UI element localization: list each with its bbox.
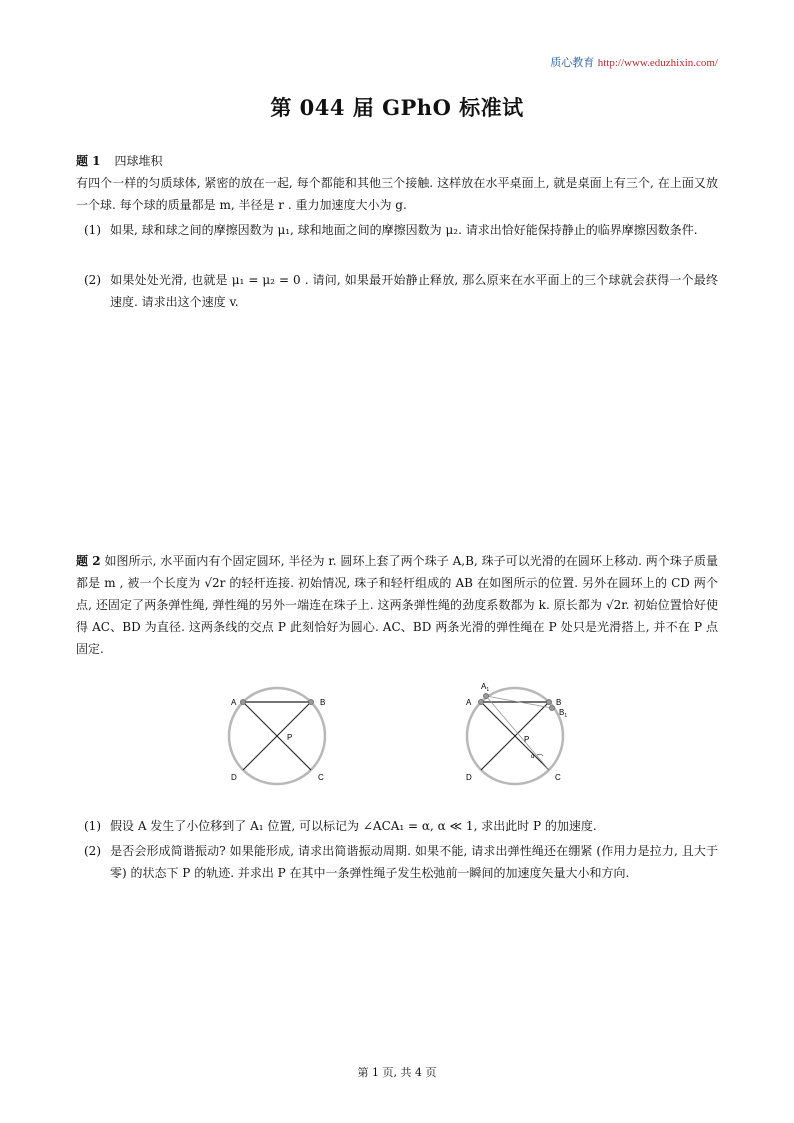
bead-b — [308, 699, 313, 704]
bead-a — [240, 699, 245, 704]
label-b: B — [556, 698, 562, 707]
label-b1: $B_1$ — [559, 708, 568, 719]
label-a: A — [231, 698, 237, 707]
label-c: C — [555, 773, 561, 782]
label-a1: $A_1$ — [481, 682, 490, 693]
problem1-heading — [76, 150, 163, 172]
label-p: P — [524, 735, 530, 744]
bead-a1 — [483, 693, 488, 698]
label-d: D — [231, 773, 237, 782]
cord-a1c — [486, 696, 549, 770]
bead-a — [478, 699, 483, 704]
problem1-part-2 — [84, 269, 718, 313]
problem2-label: 题 2 — [76, 554, 101, 568]
problem1-topic: 四球堆积 — [114, 154, 163, 168]
bead-b1 — [549, 705, 554, 710]
bead-b — [546, 699, 551, 704]
problem1-part-1 — [84, 219, 718, 241]
page-header — [550, 56, 718, 70]
label-c: C — [318, 773, 324, 782]
figure-initial-position — [222, 686, 336, 792]
problem1-statement: 有四个一样的匀质球体, 紧密的放在一起, 每个都能和其他三个接触. 这样放在水平桌面上, 就是桌面上有三个, 在上面又放一个球. 每个球的质量都是 m, 半径是 r . 重力加速度大小为 g. — [76, 176, 718, 212]
label-alpha: α — [531, 754, 535, 760]
angle-alpha-arc — [537, 754, 543, 756]
figure-displaced-position — [458, 678, 576, 792]
label-b: B — [320, 698, 326, 707]
page-title: 第 044 届 GPhO 标准试 — [270, 95, 524, 120]
label-p: P — [287, 733, 293, 742]
brand-name: 质心教育 — [550, 56, 595, 69]
part-text: 是否会形成简谐振动? 如果能形成, 请求出简谐振动周期. 如果不能, 请求出弹性绳还在绷紧 (作用力是拉力, 且大于零) 的状态下 P 的轨迹. 并求出 P 在其中一条弹性绳子发生松弛前一瞬间的加速度矢量大小和方向. — [110, 844, 718, 880]
part-number: (1) — [84, 819, 101, 833]
part-text: 如果, 球和球之间的摩擦因数为 μ₁, 球和地面之间的摩擦因数为 μ₂. 请求出恰好能保持静止的临界摩擦因数条件. — [110, 223, 698, 237]
label-a: A — [466, 698, 472, 707]
label-d: D — [466, 773, 472, 782]
part-text: 如果处处光滑, 也就是 μ₁ = μ₂ = 0 . 请问, 如果最开始静止释放, 那么原来在水平面上的三个球就会获得一个最终速度. 请求出这个速度 v. — [110, 273, 718, 309]
problem1-label: 题 1 — [76, 154, 101, 168]
part-text: 假设 A 发生了小位移到了 A₁ 位置, 可以标记为 ∠ACA₁ = α, α ≪ 1, 求出此时 P 的加速度. — [110, 819, 597, 833]
problem2-part-1 — [84, 815, 718, 837]
site-url-link[interactable]: http://www.eduzhixin.com/ — [597, 57, 718, 69]
page-footer: 第 1 页, 共 4 页 — [357, 1066, 437, 1079]
problem2-part-2 — [84, 840, 718, 884]
problem2-text: 如图所示, 水平面内有个固定圆环, 半径为 r. 圆环上套了两个珠子 A,B, 珠子可以光滑的在圆环上移动. 两个珠子质量都是 m , 被一个长度为 √2r 的轻杆连接. 初始情况, 珠子和轻杆组成的 AB 在如图所示的位置. 另外在圆环上的 CD 两个点, 还固定了两条弹性绳, 弹性绳的另外一端连在珠子上. 这两条弹性绳的劲度系数都为 k. 原长都为 √2r. 初始位置恰好使得 AC、BD 为直径. 这两条线的交点 P 此刻恰好为圆心. AC、BD 两条光滑的弹性绳在 P 处只是光滑搭上, 并不在 P 点固定. — [76, 554, 718, 656]
part-number: (1) — [84, 223, 101, 237]
part-number: (2) — [84, 844, 101, 858]
problem2-statement — [76, 550, 718, 660]
part-number: (2) — [84, 273, 101, 287]
